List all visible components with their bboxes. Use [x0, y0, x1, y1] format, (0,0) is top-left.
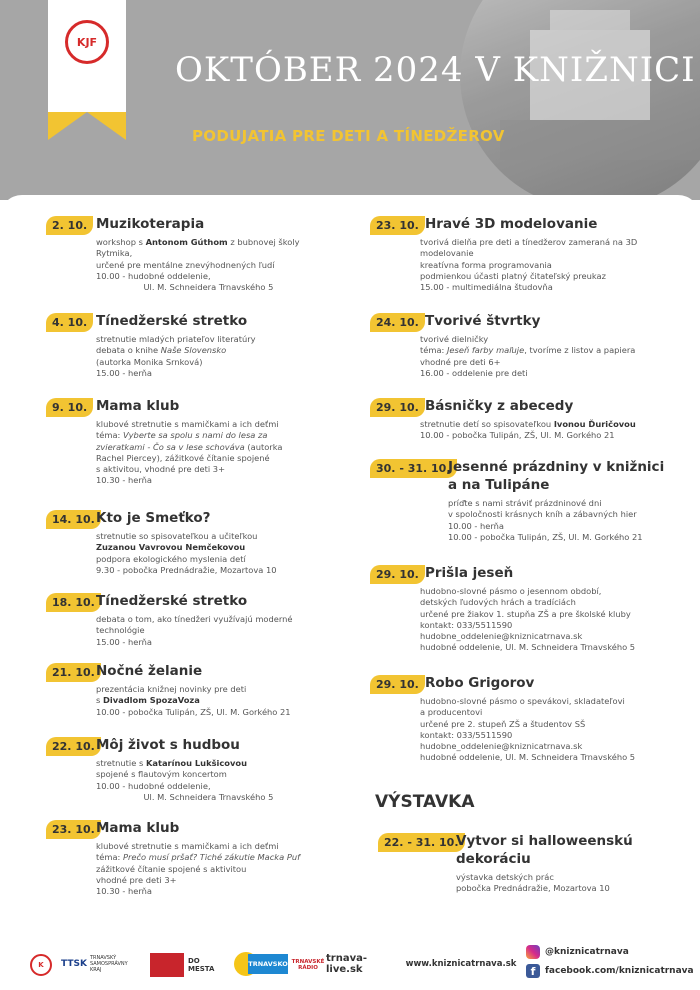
- event-date-badge: 22. - 31. 10.: [378, 833, 465, 852]
- description-line: [420, 696, 635, 707]
- description-text: určené pre žiakov 1. stupňa ZŠ a pre školské kluby: [420, 608, 631, 619]
- description-line: [420, 282, 637, 293]
- description-text: kreatívna forma programovania: [420, 259, 552, 270]
- description-text: Ul. M. Schneidera Trnavského 5: [96, 791, 274, 802]
- description-line: [96, 684, 291, 695]
- event-description: [96, 419, 282, 487]
- description-text: Rachel Piercey), zážitkové čítanie spojené: [96, 452, 270, 463]
- description-text: Zuzanou Vavrovou Nemčekovou: [96, 542, 246, 553]
- description-line: [420, 419, 636, 430]
- description-line: [420, 345, 635, 356]
- event-date-badge: 21. 10.: [46, 663, 101, 682]
- description-line: [96, 781, 273, 792]
- description-text: 16.00 - oddelenie pre deti: [420, 367, 528, 378]
- description-line: [448, 532, 643, 543]
- description-line: [420, 741, 635, 752]
- description-text: 15.00 - multimediálna študovňa: [420, 282, 553, 293]
- description-line: [96, 237, 300, 248]
- description-text: stretnutie so spisovateľkou a učiteľkou: [96, 531, 258, 541]
- description-line: [96, 625, 293, 636]
- description-text: 10.00 - herňa: [448, 520, 504, 531]
- description-line: [96, 260, 300, 271]
- description-line: [420, 357, 635, 368]
- description-text: , tvoríme z listov a papiera: [524, 345, 636, 356]
- description-text: technológie: [96, 625, 145, 636]
- description-line: [96, 852, 300, 863]
- description-text: 10.30 - herňa: [96, 475, 152, 486]
- description-text: vhodné pre deti 6+: [420, 356, 501, 367]
- facebook-icon: f: [526, 964, 540, 978]
- description-text: modelovanie: [420, 248, 474, 259]
- facebook-handle: facebook.com/kniznicatrnava: [545, 966, 694, 976]
- header-banner: [0, 0, 700, 200]
- description-text: workshop s: [96, 237, 146, 247]
- description-line: [420, 368, 635, 379]
- event-name-continued: dekoráciu: [456, 851, 531, 867]
- library-footer-logo: K: [30, 954, 52, 976]
- description-text: debata o tom, ako tínedžeri využívajú moderné: [96, 614, 293, 624]
- description-line: [96, 565, 277, 576]
- description-text: stretnutie s: [96, 758, 146, 768]
- description-text: 15.00 - herňa: [96, 636, 152, 647]
- description-line: [96, 769, 273, 780]
- event-name: Mama klub: [96, 820, 180, 836]
- description-line: [420, 752, 635, 763]
- description-line: [96, 282, 300, 293]
- description-text: stretnutie mladých priateľov literatúry: [96, 334, 256, 344]
- event-description: [96, 614, 293, 648]
- description-line: [96, 271, 300, 282]
- description-line: [420, 730, 635, 741]
- event-date-badge: 30. - 31. 10.: [370, 459, 457, 478]
- description-text: tvorivá dielňa pre deti a tínedžerov zameraná na 3D: [420, 237, 638, 247]
- description-text: vhodné pre deti 3+: [96, 874, 177, 885]
- event-description: [420, 419, 636, 442]
- description-text: s: [96, 695, 103, 706]
- description-line: [420, 586, 635, 597]
- description-line: [96, 531, 277, 542]
- description-text: hudobne_oddelenie@kniznicatrnava.sk: [420, 741, 583, 752]
- description-line: [456, 872, 610, 883]
- event-name: Muzikoterapia: [96, 216, 205, 232]
- description-text: téma:: [420, 345, 447, 356]
- description-line: [420, 248, 637, 259]
- description-text: téma:: [96, 430, 123, 441]
- instagram-icon: [526, 945, 540, 959]
- event-name: Robo Grigorov: [425, 675, 535, 691]
- description-text: Naše Slovensko: [160, 345, 227, 356]
- description-text: podpora ekologického myslenia detí: [96, 553, 246, 564]
- description-line: [420, 237, 637, 248]
- description-line: [96, 475, 282, 486]
- description-line: [448, 498, 643, 509]
- ttsk-name: TRNAVSKÝ SAMOSPRÁVNY KRAJ: [90, 955, 128, 973]
- event-date-badge: 29. 10.: [370, 565, 425, 584]
- event-name: Mama klub: [96, 398, 180, 414]
- description-line: [96, 695, 291, 706]
- description-line: [420, 260, 637, 271]
- event-name: Básničky z abecedy: [425, 398, 574, 414]
- description-line: [96, 345, 256, 356]
- description-text: klubové stretnutie s mamičkami a ich deťmi: [96, 419, 279, 429]
- description-text: Ul. M. Schneidera Trnavského 5: [96, 282, 274, 293]
- event-date-badge: 4. 10.: [46, 313, 93, 332]
- description-line: [420, 271, 637, 282]
- description-line: [420, 707, 635, 718]
- description-line: [96, 875, 300, 886]
- description-line: [420, 430, 636, 441]
- description-text: Ivonou Ďuričovou: [553, 419, 636, 429]
- description-text: podmienkou účasti platný čitateľský preukaz: [420, 270, 606, 281]
- description-line: [420, 631, 635, 642]
- event-description: [420, 696, 635, 764]
- description-line: [420, 597, 635, 608]
- partner-red-logo: [150, 953, 184, 977]
- description-text: hudobno-slovné pásmo o jesennom období,: [420, 586, 602, 596]
- description-line: [96, 841, 300, 852]
- event-name: Prišla jeseň: [425, 565, 514, 581]
- event-description: [420, 237, 637, 293]
- description-line: [448, 521, 643, 532]
- description-text: 10.00 - hudobné oddelenie,: [96, 780, 211, 791]
- instagram-handle: @kniznicatrnava: [545, 947, 629, 957]
- event-description: [420, 586, 635, 654]
- event-date-badge: 29. 10.: [370, 675, 425, 694]
- description-line: [96, 419, 282, 430]
- description-line: [96, 554, 277, 565]
- description-line: [420, 620, 635, 631]
- description-line: [420, 642, 635, 653]
- event-description: [96, 334, 256, 379]
- description-text: stretnutie detí so spisovateľkou: [420, 419, 554, 429]
- description-text: Divadlom SpozaVoza: [102, 695, 200, 706]
- description-text: 10.00 - pobočka Tulipán, ZŠ, Ul. M. Gorkého 21: [448, 531, 643, 542]
- description-text: 10.00 - pobočka Tulipán, ZŠ, Ul. M. Gorkého 21: [420, 430, 615, 441]
- event-description: [96, 531, 277, 576]
- description-line: [96, 442, 282, 453]
- radio-logo: TRNAVSKÉ RÁDIO: [291, 959, 325, 971]
- description-text: spojené s flautovým koncertom: [96, 769, 227, 780]
- description-text: detských ľudových hrách a tradíciách: [420, 597, 576, 608]
- trnava-live-logo: trnava-live.sk: [326, 953, 367, 975]
- description-text: hudobné oddelenie, Ul. M. Schneidera Trnavského 5: [420, 752, 636, 763]
- description-text: 10.00 - hudobné oddelenie,: [96, 270, 211, 281]
- facebook-link[interactable]: [526, 964, 694, 978]
- description-text: hudobné oddelenie, Ul. M. Schneidera Trnavského 5: [420, 642, 636, 653]
- description-text: v spoločnosti krásnych kníh a zábavných hier: [448, 509, 637, 520]
- event-date-badge: 14. 10.: [46, 510, 101, 529]
- event-description: [96, 684, 291, 718]
- description-line: [96, 886, 300, 897]
- description-text: výstavka detských prác: [456, 872, 554, 882]
- event-name: Jesenné prázdniny v knižnici: [448, 459, 665, 475]
- event-description: [448, 498, 643, 543]
- description-text: kontakt: 033/5511590: [420, 619, 513, 630]
- event-name: Vytvor si halloweenskú: [456, 833, 633, 849]
- page-title: OKTÓBER 2024 V KNIŽNICI: [175, 50, 696, 90]
- description-text: príďte s nami stráviť prázdninové dni: [448, 498, 602, 508]
- page-subtitle: PODUJATIA PRE DETI A TÍNEDŽEROV: [192, 127, 505, 145]
- description-line: [420, 719, 635, 730]
- description-line: [96, 464, 282, 475]
- trnavsko-logo: TRNAVSKO: [248, 954, 288, 974]
- description-text: s aktivitou, vhodné pre deti 3+: [96, 464, 226, 475]
- description-text: klubové stretnutie s mamičkami a ich deťmi: [96, 841, 279, 851]
- description-text: tvorivé dielničky: [420, 334, 489, 344]
- event-description: [96, 841, 300, 897]
- event-date-badge: 22. 10.: [46, 737, 101, 756]
- description-text: zvieratkami - Čo sa v lese schováva: [96, 441, 245, 452]
- exhibition-heading: VÝSTAVKA: [375, 792, 475, 812]
- description-line: [456, 883, 610, 894]
- description-line: [96, 542, 277, 553]
- description-text: určené pre mentálne znevýhodnených ľudí: [96, 259, 275, 270]
- description-line: [96, 368, 256, 379]
- event-name: Nočné želanie: [96, 663, 203, 679]
- event-date-badge: 29. 10.: [370, 398, 425, 417]
- ttsk-logo: TTSK: [61, 959, 87, 969]
- instagram-link[interactable]: [526, 945, 629, 959]
- description-text: kontakt: 033/5511590: [420, 729, 513, 740]
- library-building-photo: [460, 0, 700, 200]
- event-name: Tínedžerské stretko: [96, 313, 248, 329]
- event-name: Môj život s hudbou: [96, 737, 240, 753]
- description-text: Prečo musí pršať? Tiché zákutie Macka Puf: [122, 852, 300, 863]
- description-text: (autorka: [244, 441, 283, 452]
- description-line: [420, 609, 635, 620]
- event-date-badge: 2. 10.: [46, 216, 93, 235]
- description-line: [96, 707, 291, 718]
- description-line: [420, 334, 635, 345]
- event-description: [96, 237, 300, 293]
- description-text: prezentácia knižnej novinky pre deti: [96, 684, 247, 694]
- description-line: [96, 637, 293, 648]
- description-line: [96, 248, 300, 259]
- description-text: určené pre 2. stupeň ZŠ a študentov SŠ: [420, 718, 586, 729]
- event-date-badge: 24. 10.: [370, 313, 425, 332]
- description-line: [96, 334, 256, 345]
- event-name: Hravé 3D modelovanie: [425, 216, 598, 232]
- description-text: zážitkové čítanie spojené s aktivitou: [96, 863, 247, 874]
- description-text: Katarínou Lukšicovou: [145, 758, 248, 768]
- library-logo: KJF: [65, 20, 109, 64]
- event-name: Kto je Smeťko?: [96, 510, 211, 526]
- description-text: z bubnovej školy: [227, 237, 300, 247]
- description-text: 15.00 - herňa: [96, 367, 152, 378]
- event-name: Tínedžerské stretko: [96, 593, 248, 609]
- description-line: [96, 430, 282, 441]
- event-name-continued: a na Tulipáne: [448, 477, 550, 493]
- footer: [0, 940, 700, 990]
- description-line: [96, 614, 293, 625]
- description-text: 10.30 - herňa: [96, 886, 152, 897]
- description-text: (autorka Monika Srnková): [96, 356, 203, 367]
- description-text: 9.30 - pobočka Prednádražie, Mozartova 10: [96, 564, 277, 575]
- description-line: [96, 864, 300, 875]
- description-text: téma:: [96, 852, 123, 863]
- description-text: pobočka Prednádražie, Mozartova 10: [456, 883, 610, 894]
- event-date-badge: 23. 10.: [46, 820, 101, 839]
- description-text: Rytmika,: [96, 248, 133, 259]
- description-text: Antonom Gúthom: [145, 237, 228, 247]
- event-name: Tvorivé štvrtky: [425, 313, 541, 329]
- event-description: [456, 872, 610, 895]
- description-text: Vyberte sa spolu s nami do lesa za: [122, 430, 268, 441]
- description-line: [96, 453, 282, 464]
- event-date-badge: 9. 10.: [46, 398, 93, 417]
- description-line: [448, 509, 643, 520]
- event-description: [420, 334, 635, 379]
- description-line: [96, 792, 273, 803]
- description-text: Jeseň farby maľuje: [446, 345, 525, 356]
- website-link[interactable]: www.kniznicatrnava.sk: [405, 959, 517, 969]
- event-date-badge: 23. 10.: [370, 216, 425, 235]
- description-text: debata o knihe: [96, 345, 161, 356]
- description-line: [96, 357, 256, 368]
- event-description: [96, 758, 273, 803]
- description-text: 10.00 - pobočka Tulipán, ZŠ, Ul. M. Gorkého 21: [96, 706, 291, 717]
- description-line: [96, 758, 273, 769]
- do-mesta-logo: DO MESTA: [188, 957, 215, 973]
- library-logo-ribbon: [48, 0, 126, 112]
- description-text: hudobne_oddelenie@kniznicatrnava.sk: [420, 631, 583, 642]
- description-text: a producentovi: [420, 707, 483, 718]
- description-text: hudobno-slovné pásmo o spevákovi, skladateľovi: [420, 696, 625, 706]
- event-date-badge: 18. 10.: [46, 593, 101, 612]
